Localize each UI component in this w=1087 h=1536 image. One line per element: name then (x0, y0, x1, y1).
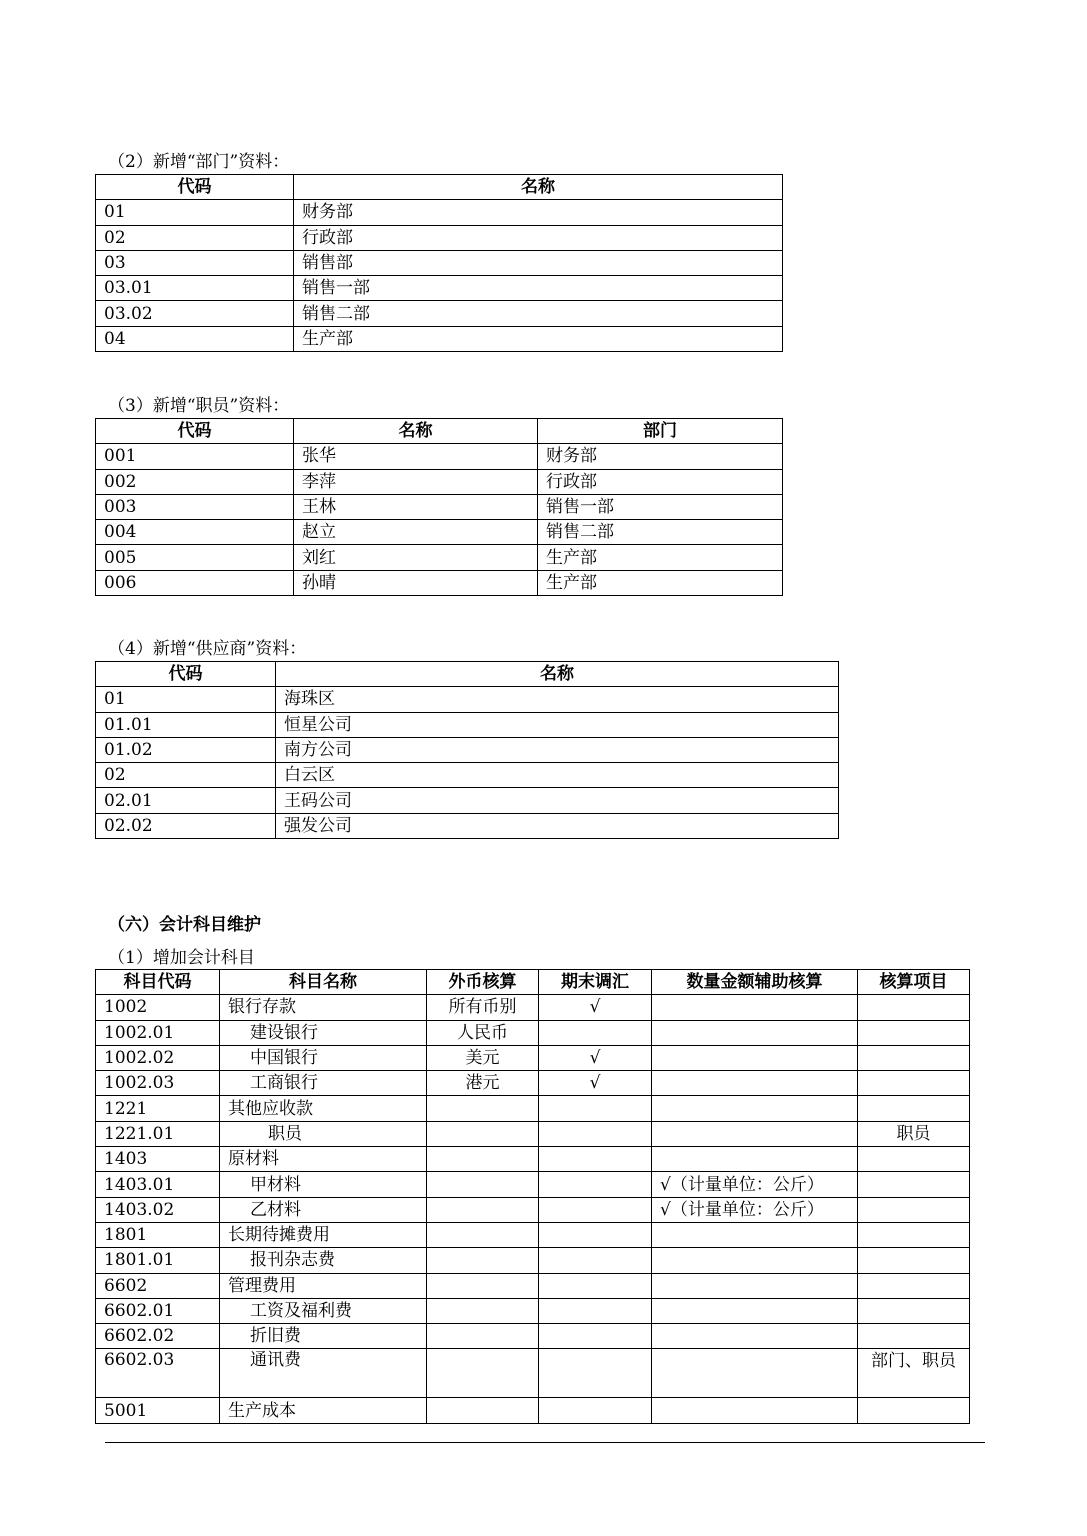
table-cell: 1002 (96, 995, 220, 1020)
table-cell: 所有币别 (427, 995, 539, 1020)
col-header-code: 代码 (96, 662, 276, 687)
table-cell: 1403.01 (96, 1172, 220, 1197)
table-cell: 报刊杂志费 (220, 1248, 427, 1273)
table-cell: 行政部 (294, 225, 783, 250)
table-row (96, 1147, 970, 1172)
table-row (96, 326, 783, 351)
table-row (96, 1121, 970, 1146)
table-cell: 港元 (427, 1071, 539, 1096)
table-cell (858, 1398, 970, 1423)
table-cell (539, 1222, 652, 1247)
table-row (96, 1071, 970, 1096)
table-cell (858, 1096, 970, 1121)
table-cell (858, 995, 970, 1020)
table-cell: 02.01 (96, 788, 276, 813)
table-cell: 1221 (96, 1096, 220, 1121)
table-cell (858, 1273, 970, 1298)
table-cell (427, 1222, 539, 1247)
table-row (96, 225, 783, 250)
table-cell: 刘红 (294, 545, 538, 570)
table-cell: 李萍 (294, 469, 538, 494)
table-cell (427, 1147, 539, 1172)
table-cell (539, 1248, 652, 1273)
table-cell (652, 1398, 858, 1423)
table-cell (539, 1273, 652, 1298)
table-cell (427, 1172, 539, 1197)
table-cell (652, 1222, 858, 1247)
table-row (96, 301, 783, 326)
table-cell: 强发公司 (276, 813, 839, 838)
table-row (96, 1222, 970, 1247)
table-cell: 美元 (427, 1045, 539, 1070)
table-cell (858, 1045, 970, 1070)
table-cell: 中国银行 (220, 1045, 427, 1070)
table-row (96, 1349, 970, 1398)
table-cell (427, 1248, 539, 1273)
table-cell: 南方公司 (276, 737, 839, 762)
table-cell (427, 1096, 539, 1121)
table-cell (539, 1121, 652, 1146)
table-cell: 财务部 (538, 444, 783, 469)
table-cell (652, 1045, 858, 1070)
table-cell: 甲材料 (220, 1172, 427, 1197)
table-cell: 1221.01 (96, 1121, 220, 1146)
table-cell: 6602.01 (96, 1298, 220, 1323)
table-cell (427, 1121, 539, 1146)
table-cell: √ (539, 1045, 652, 1070)
table-cell (539, 1172, 652, 1197)
table-cell: 002 (96, 469, 294, 494)
table-cell: 006 (96, 570, 294, 595)
table-cell (652, 1121, 858, 1146)
col-header-name: 名称 (294, 175, 783, 200)
table-cell: 其他应收款 (220, 1096, 427, 1121)
table-cell: 折旧费 (220, 1324, 427, 1349)
table-cell (858, 1197, 970, 1222)
table-cell (539, 1020, 652, 1045)
table-row (96, 1197, 970, 1222)
col-header-name: 名称 (294, 419, 538, 444)
table-cell: 乙材料 (220, 1197, 427, 1222)
table-cell (652, 1071, 858, 1096)
col-header-quantity-accounting: 数量金额辅助核算 (652, 970, 858, 995)
table-cell (427, 1273, 539, 1298)
table-row (96, 712, 839, 737)
table-row (96, 687, 839, 712)
table-row (96, 1398, 970, 1423)
table-cell (539, 1324, 652, 1349)
table-cell: 01.01 (96, 712, 276, 737)
table-cell: 02 (96, 763, 276, 788)
staff-caption: （3）新增“职员”资料： (108, 396, 290, 416)
table-cell (858, 1248, 970, 1273)
table-cell (858, 1071, 970, 1096)
table-cell: 王林 (294, 494, 538, 519)
col-header-accounting-item: 核算项目 (858, 970, 970, 995)
table-cell: 销售二部 (538, 520, 783, 545)
table-row (96, 763, 839, 788)
table-cell: 1002.03 (96, 1071, 220, 1096)
table-cell (652, 1020, 858, 1045)
table-cell (652, 1096, 858, 1121)
table-cell (652, 995, 858, 1020)
table-cell: 生产部 (538, 570, 783, 595)
table-cell: √ (539, 995, 652, 1020)
table-cell (427, 1298, 539, 1323)
table-cell (652, 1298, 858, 1323)
table-cell (858, 1298, 970, 1323)
table-row (96, 737, 839, 762)
table-cell: 1002.01 (96, 1020, 220, 1045)
table-cell: 工资及福利费 (220, 1298, 427, 1323)
table-row (96, 995, 970, 1020)
table-row (96, 1273, 970, 1298)
table-cell: 王码公司 (276, 788, 839, 813)
table-cell: 销售二部 (294, 301, 783, 326)
table-cell: 003 (96, 494, 294, 519)
table-cell: 1002.02 (96, 1045, 220, 1070)
table-cell: 1801.01 (96, 1248, 220, 1273)
table-cell (858, 1147, 970, 1172)
footer-rule (105, 1442, 985, 1443)
accounts-caption: （1）增加会计科目 (108, 948, 255, 968)
table-cell: 1403.02 (96, 1197, 220, 1222)
table-row (96, 469, 783, 494)
table-row (96, 494, 783, 519)
table-cell: 1403 (96, 1147, 220, 1172)
col-header-foreign-currency: 外币核算 (427, 970, 539, 995)
table-row (96, 250, 783, 275)
table-cell: 职员 (220, 1121, 427, 1146)
table-cell (427, 1349, 539, 1398)
table-cell (858, 1020, 970, 1045)
accounts-table (95, 969, 970, 1424)
table-row (96, 813, 839, 838)
table-cell (652, 1349, 858, 1398)
table-cell (652, 1248, 858, 1273)
table-cell: 02 (96, 225, 294, 250)
table-cell (858, 1172, 970, 1197)
staff-table (95, 418, 783, 596)
table-row (96, 1172, 970, 1197)
table-cell (858, 1324, 970, 1349)
table-cell (858, 1222, 970, 1247)
table-row (96, 570, 783, 595)
table-row (96, 276, 783, 301)
table-cell: 6602 (96, 1273, 220, 1298)
table-cell: 银行存款 (220, 995, 427, 1020)
table-cell: √（计量单位：公斤） (652, 1172, 858, 1197)
table-row (96, 1248, 970, 1273)
table-cell (427, 1398, 539, 1423)
col-header-code: 代码 (96, 175, 294, 200)
col-header-account-code: 科目代码 (96, 970, 220, 995)
table-cell: 工商银行 (220, 1071, 427, 1096)
table-cell: √（计量单位：公斤） (652, 1197, 858, 1222)
table-cell: 赵立 (294, 520, 538, 545)
table-cell: 6602.03 (96, 1349, 220, 1398)
table-row (96, 545, 783, 570)
table-row (96, 520, 783, 545)
table-cell: 原材料 (220, 1147, 427, 1172)
table-cell (652, 1147, 858, 1172)
table-cell (652, 1324, 858, 1349)
table-cell: 03.02 (96, 301, 294, 326)
table-cell: 行政部 (538, 469, 783, 494)
table-cell: 白云区 (276, 763, 839, 788)
table-cell: 海珠区 (276, 687, 839, 712)
table-cell: 02.02 (96, 813, 276, 838)
table-row (96, 444, 783, 469)
table-cell (539, 1398, 652, 1423)
table-cell: 6602.02 (96, 1324, 220, 1349)
dept-table (95, 174, 783, 352)
table-cell: 销售一部 (538, 494, 783, 519)
col-header-account-name: 科目名称 (220, 970, 427, 995)
table-cell (427, 1197, 539, 1222)
table-cell: 01 (96, 687, 276, 712)
table-cell: 5001 (96, 1398, 220, 1423)
col-header-period-end-adjust: 期末调汇 (539, 970, 652, 995)
table-cell: 恒星公司 (276, 712, 839, 737)
table-cell: 管理费用 (220, 1273, 427, 1298)
table-cell: 张华 (294, 444, 538, 469)
table-cell (427, 1324, 539, 1349)
table-cell: 建设银行 (220, 1020, 427, 1045)
table-row (96, 1324, 970, 1349)
table-row (96, 788, 839, 813)
table-cell: 1801 (96, 1222, 220, 1247)
table-row (96, 1096, 970, 1121)
table-cell: 通讯费 (220, 1349, 427, 1398)
table-row (96, 200, 783, 225)
table-cell (652, 1273, 858, 1298)
supplier-caption: （4）新增“供应商”资料： (108, 639, 307, 659)
table-cell: 005 (96, 545, 294, 570)
table-cell: 03 (96, 250, 294, 275)
table-cell: 财务部 (294, 200, 783, 225)
table-cell: 长期待摊费用 (220, 1222, 427, 1247)
supplier-table (95, 661, 839, 839)
table-cell: 01 (96, 200, 294, 225)
table-cell: 生产部 (538, 545, 783, 570)
table-cell: 生产部 (294, 326, 783, 351)
col-header-code: 代码 (96, 419, 294, 444)
table-cell: 04 (96, 326, 294, 351)
table-row (96, 1045, 970, 1070)
col-header-dept: 部门 (538, 419, 783, 444)
table-row (96, 1298, 970, 1323)
table-cell: 001 (96, 444, 294, 469)
table-cell: 部门、职员 (858, 1349, 970, 1398)
table-cell (539, 1096, 652, 1121)
table-cell: 004 (96, 520, 294, 545)
dept-caption: （2）新增“部门”资料： (108, 152, 290, 172)
col-header-name: 名称 (276, 662, 839, 687)
table-cell: 销售部 (294, 250, 783, 275)
accounts-heading: （六）会计科目维护 (108, 915, 261, 935)
table-cell: 生产成本 (220, 1398, 427, 1423)
table-cell: 03.01 (96, 276, 294, 301)
table-cell: 01.02 (96, 737, 276, 762)
table-cell: √ (539, 1071, 652, 1096)
table-cell: 人民币 (427, 1020, 539, 1045)
table-cell (539, 1147, 652, 1172)
table-cell (539, 1349, 652, 1398)
table-cell: 销售一部 (294, 276, 783, 301)
table-cell: 职员 (858, 1121, 970, 1146)
table-row (96, 1020, 970, 1045)
table-cell (539, 1298, 652, 1323)
table-cell (539, 1197, 652, 1222)
table-cell: 孙晴 (294, 570, 538, 595)
